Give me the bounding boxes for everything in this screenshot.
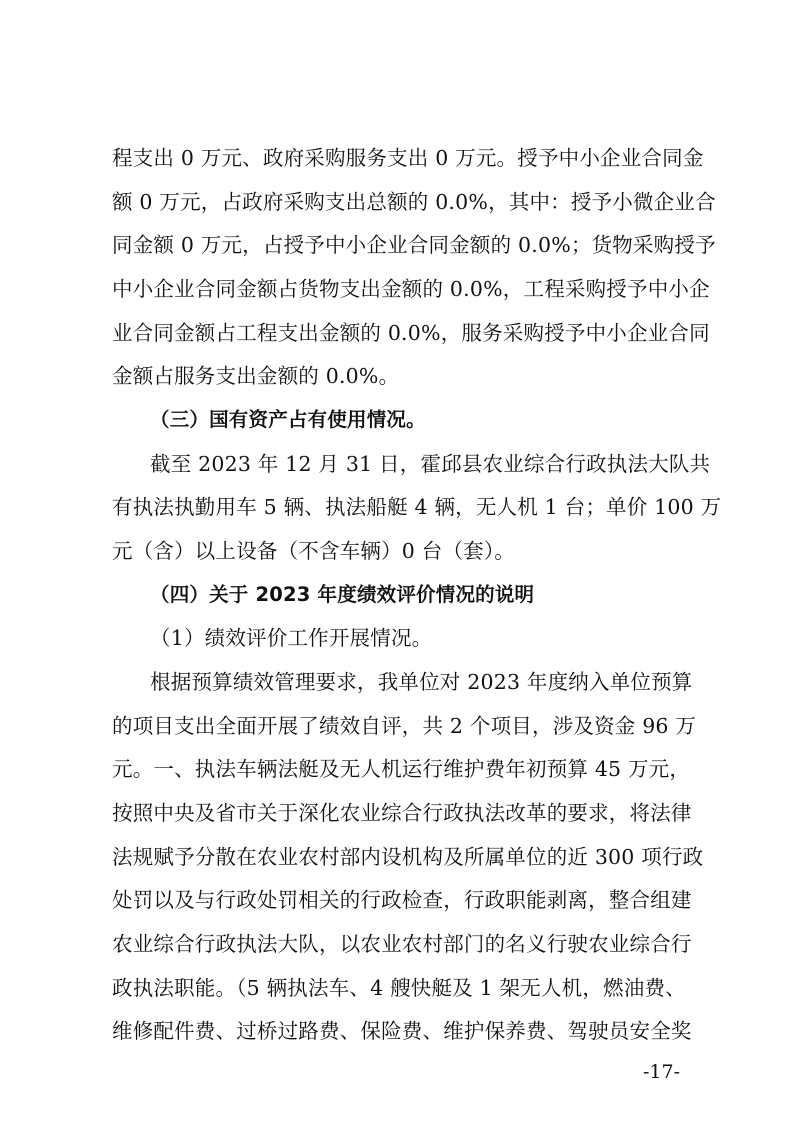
paragraph-line: 根据预算绩效管理要求，我单位对 2023 年度纳入单位预算	[150, 670, 693, 694]
paragraph-line: 维修配件费、过桥过路费、保险费、维护保养费、驾驶员安全奖	[112, 1019, 692, 1043]
paragraph-line: 农业综合行政执法大队，以农业农村部门的名义行驶农业综合行	[112, 932, 692, 956]
page-number: -17-	[643, 1061, 681, 1083]
paragraph-line: 程支出 0 万元、政府采购服务支出 0 万元。授予中小企业合同金	[112, 146, 704, 170]
paragraph-line: 中小企业合同金额占货物支出金额的 0.0%，工程采购授予中小企	[112, 277, 710, 301]
paragraph-line: 法规赋予分散在农业农村部内设机构及所属单位的近 300 项行政	[112, 845, 704, 869]
paragraph-line: 业合同金额占工程支出金额的 0.0%，服务采购授予中小企业合同	[112, 321, 710, 345]
subsection-heading: （1）绩效评价工作开展情况。	[150, 626, 433, 650]
section-heading-performance: （四）关于 2023 年度绩效评价情况的说明	[150, 583, 535, 606]
paragraph-line: 按照中央及省市关于深化农业综合行政执法改革的要求，将法律	[112, 801, 692, 825]
paragraph-line: 同金额 0 万元，占授予中小企业合同金额的 0.0%；货物采购授予	[112, 233, 716, 257]
paragraph-line: 截至 2023 年 12 月 31 日，霍邱县农业综合行政执法大队共	[150, 452, 711, 476]
paragraph-line: 元。一、执法车辆法艇及无人机运行维护费年初预算 45 万元，	[112, 757, 691, 781]
paragraph-line: 处罚以及与行政处罚相关的行政检查，行政职能剥离，整合组建	[112, 888, 692, 912]
paragraph-line: 额 0 万元，占政府采购支出总额的 0.0%，其中：授予小微企业合	[112, 190, 716, 214]
section-heading-assets: （三）国有资产占有使用情况。	[150, 408, 426, 431]
paragraph-line: 元（含）以上设备（不含车辆）0 台（套）。	[112, 539, 516, 563]
paragraph-line: 金额占服务支出金额的 0.0%。	[112, 364, 400, 388]
paragraph-line: 的项目支出全面开展了绩效自评，共 2 个项目，涉及资金 96 万	[112, 714, 697, 738]
paragraph-line: 有执法执勤用车 5 辆、执法船艇 4 辆，无人机 1 台；单价 100 万	[112, 495, 722, 519]
paragraph-line: 政执法职能。（5 辆执法车、4 艘快艇及 1 架无人机，燃油费、	[112, 976, 686, 1000]
